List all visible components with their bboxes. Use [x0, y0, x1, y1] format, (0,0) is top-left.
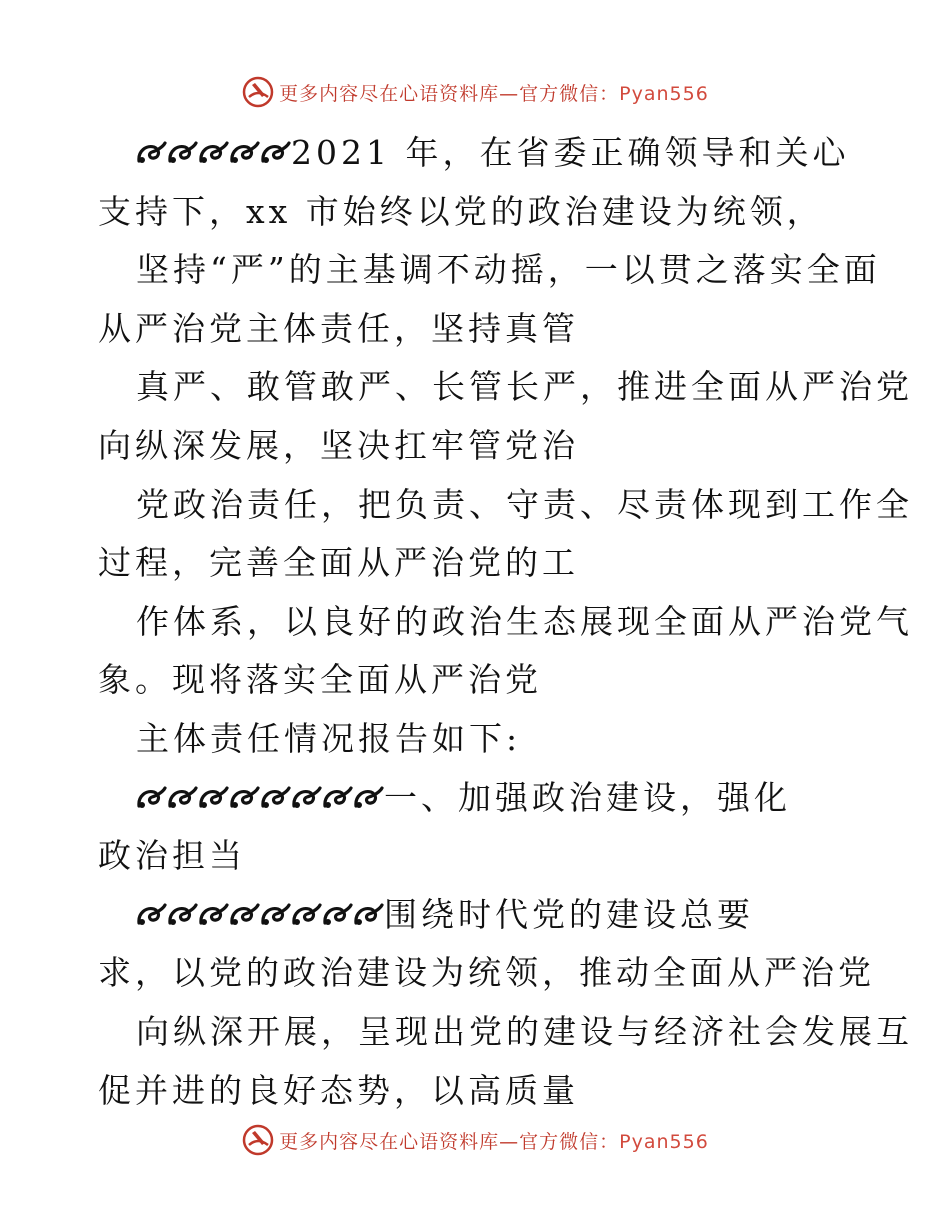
- line-text: 向纵深发展，坚决扛牢管党治: [98, 425, 579, 465]
- paragraph-line: [98, 476, 913, 535]
- scroll-ornament-icon: [260, 139, 291, 165]
- paragraph-line: [98, 358, 913, 417]
- line-text: 从严治党主体责任，坚持真管: [98, 308, 579, 348]
- scroll-ornament-icon: [260, 901, 291, 927]
- paragraph-line: [98, 827, 858, 886]
- scroll-ornament-icon: [291, 901, 322, 927]
- book-pen-logo-icon: [241, 75, 275, 109]
- paragraph-line: [98, 944, 875, 1003]
- paragraph-line: [98, 417, 858, 476]
- scroll-ornament-icon: [229, 784, 260, 810]
- book-pen-logo-icon: [241, 1123, 275, 1157]
- scroll-ornament-icon: [167, 784, 198, 810]
- line-text: 主体责任情况报告如下:: [136, 718, 522, 758]
- line-text: 支持下，xx 市始终以党的政治建设为统领，: [98, 191, 824, 231]
- line-text: 作体系，以良好的政治生态展现全面从严治党气: [136, 601, 913, 641]
- line-text: 政治担当: [98, 836, 246, 876]
- footer-watermark: [0, 1120, 950, 1160]
- scroll-ornament-icon: [136, 784, 167, 810]
- scroll-ornament-icon: [167, 901, 198, 927]
- paragraph-line: [98, 534, 858, 593]
- line-text: 求，以党的政治建设为统领，推动全面从严治党: [98, 953, 875, 993]
- scroll-ornament-icon: [198, 139, 229, 165]
- line-text: 象。现将落实全面从严治党: [98, 660, 542, 700]
- scroll-ornament-icon: [322, 784, 353, 810]
- scroll-ornament-icon: [322, 901, 353, 927]
- scroll-ornament-icon: [198, 901, 229, 927]
- paragraph-line: [98, 769, 858, 828]
- scroll-ornament-icon: [260, 784, 291, 810]
- line-text: 促并进的良好态势，以高质量: [98, 1070, 579, 1110]
- line-text: 围绕时代党的建设总要: [384, 894, 754, 934]
- line-text: 向纵深开展，呈现出党的建设与经济社会发展互: [136, 1011, 913, 1051]
- paragraph-line: [98, 183, 858, 242]
- paragraph-line: [98, 124, 858, 183]
- line-text: 坚持“严”的主基调不动摇，一以贯之落实全面: [136, 250, 881, 290]
- paragraph-line: [98, 651, 858, 710]
- scroll-ornament-icon: [229, 901, 260, 927]
- document-body: [98, 124, 913, 1120]
- scroll-ornament-icon: [229, 139, 260, 165]
- paragraph-line: [98, 710, 858, 769]
- scroll-ornament-icon: [136, 901, 167, 927]
- line-text: 2021 年，在省委正确领导和关心: [291, 133, 850, 172]
- scroll-ornament-icon: [136, 139, 167, 165]
- scroll-ornament-icon: [353, 901, 384, 927]
- paragraph-line: [98, 300, 858, 359]
- scroll-ornament-icon: [353, 784, 384, 810]
- scroll-ornament-icon: [291, 784, 322, 810]
- paragraph-line: [98, 593, 913, 652]
- scroll-ornament-icon: [198, 784, 229, 810]
- line-text: 一、加强政治建设，强化: [384, 777, 791, 817]
- line-text: 党政治责任，把负责、守责、尽责体现到工作全: [136, 484, 913, 524]
- paragraph-line: [98, 1062, 858, 1121]
- header-watermark: [0, 72, 950, 112]
- paragraph-line: [98, 886, 858, 945]
- scroll-ornament-icon: [167, 139, 198, 165]
- watermark-text: 更多内容尽在心语资料库—官方微信：Pyan556: [279, 82, 709, 105]
- paragraph-line: [98, 1003, 913, 1062]
- line-text: 真严、敢管敢严、长管长严，推进全面从严治党: [136, 367, 913, 407]
- watermark-text: 更多内容尽在心语资料库—官方微信：Pyan556: [279, 1130, 709, 1153]
- line-text: 过程，完善全面从严治党的工: [98, 543, 579, 583]
- paragraph-line: [98, 241, 881, 300]
